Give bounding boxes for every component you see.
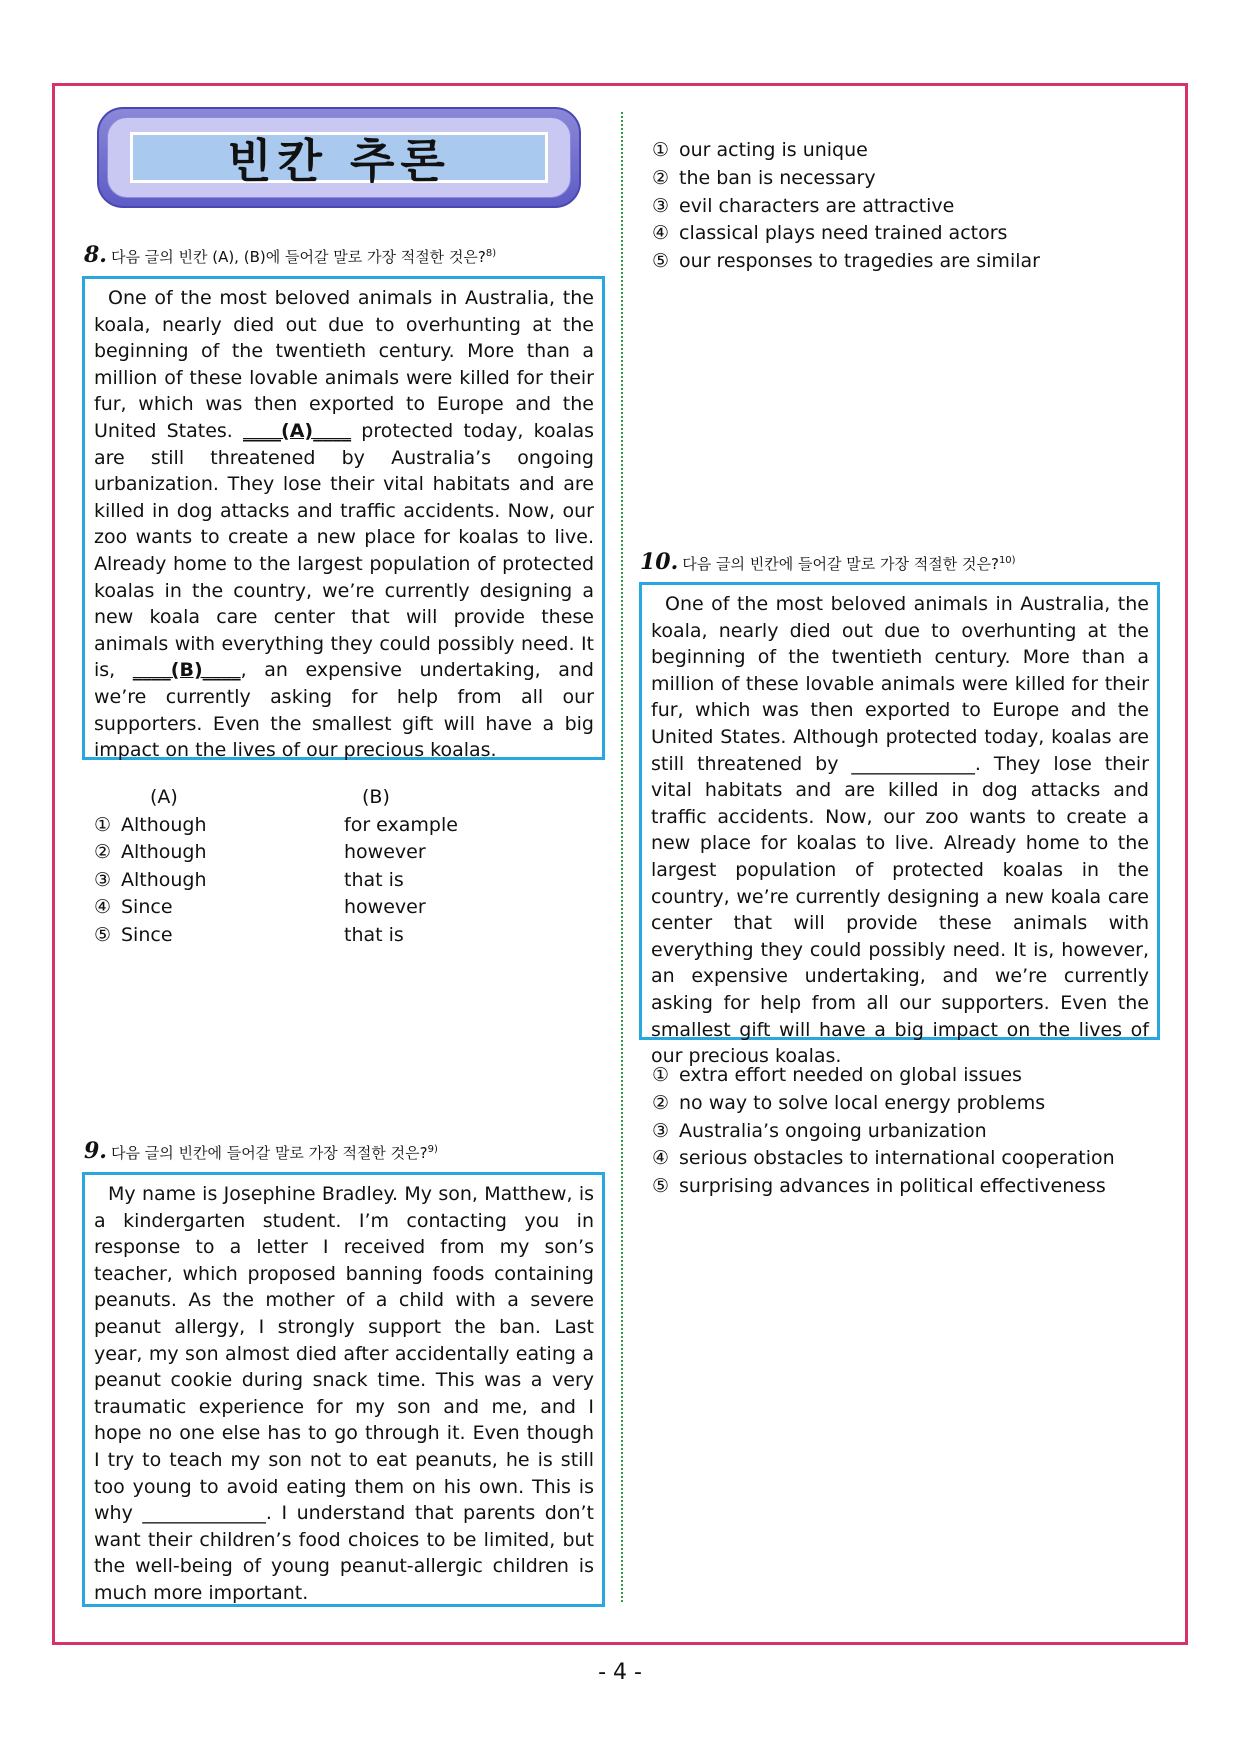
banner-frame — [107, 117, 571, 198]
q8-header-b: (B) — [362, 786, 390, 808]
q9-option[interactable]: ① our acting is unique — [652, 139, 868, 161]
q10-option[interactable]: ② no way to solve local energy problems — [652, 1091, 1046, 1114]
q10-passage: One of the most beloved animals in Australia, the koala, nearly died out due to overhunting at the beginning of the twentieth century. More than a million of these lovable animals were killed for their fur, which was then exported to Europe and the United States. Although protected today, koalas are still threatened by _____________. They lose their vital habitats and are killed in dog attacks and traffic accidents. Now, our zoo wants to create a new place for koalas to live. Already home to the largest population of protected koalas in the country, we’re currently designing a new koala care center that will provide these animals with everything they could possibly need. It is, however, an expensive undertaking, and we’re currently asking for help from all our supporters. Even the smallest gift will have a big impact on the lives of our precious koalas. — [651, 593, 1149, 1068]
q8-prompt: 다음 글의 빈칸 (A), (B)에 들어갈 말로 가장 적절한 것은? — [110, 248, 486, 266]
q9-options — [652, 137, 1040, 276]
column-divider — [621, 112, 623, 1602]
q10-options — [652, 1062, 1115, 1201]
q9-passage: My name is Josephine Bradley. My son, Matthew, is a kindergarten student. I’m contacting you in response to a letter I received from my son’s teacher, which proposed banning foods containing peanuts. As the mother of a child with a severe peanut allergy, I strongly support the ban. Last year, my son almost died after accidentally eating a peanut cookie during snack time. This was a very traumatic experience for my son and me, and I hope no one else has to go through it. Even though I try to teach my son not to eat peanuts, he is still too young to avoid eating them on his own. This is why _____________. I understand that parents don’t want their children’s food choices to be limited, but the well-being of young peanut-allergic children is much more important. — [94, 1183, 594, 1604]
section-title: 빈칸 추론 — [227, 133, 451, 188]
q8-options — [94, 784, 458, 949]
q8-footnote: 8) — [485, 248, 497, 259]
q10-header — [640, 549, 1016, 575]
q8-passage-box — [82, 276, 605, 760]
q9-number: 9. — [84, 1138, 107, 1164]
q8-options-header — [94, 784, 458, 812]
q8-number: 8. — [84, 242, 107, 268]
banner-plate — [130, 132, 548, 188]
q10-option[interactable]: ④ serious obstacles to international cooperation — [652, 1147, 1115, 1170]
q9-option[interactable]: ② the ban is necessary — [652, 166, 876, 189]
q8-option[interactable]: ② Although however — [94, 841, 426, 863]
q9-header — [84, 1138, 438, 1164]
q8-blank-a: ____(A)____ — [243, 419, 352, 442]
q8-option[interactable]: ⑤ Since that is — [94, 923, 404, 946]
q8-blank-b: ____(B)____ — [132, 659, 241, 682]
q8-option[interactable]: ① Although for example — [94, 813, 458, 836]
q10-option[interactable]: ① extra effort needed on global issues — [652, 1064, 1022, 1086]
q8-option[interactable]: ③ Although that is — [94, 868, 404, 891]
q10-footnote: 10) — [998, 555, 1016, 566]
q8-option[interactable]: ④ Since however — [94, 896, 426, 918]
q8-header-a: (A) — [150, 786, 178, 808]
page-number: - 4 - — [598, 1660, 642, 1685]
q10-passage-box — [639, 582, 1160, 1068]
q9-footnote: 9) — [427, 1144, 438, 1155]
q8-header — [84, 242, 496, 268]
q10-option[interactable]: ⑤ surprising advances in political effectiveness — [652, 1175, 1106, 1198]
section-title-banner — [97, 107, 581, 208]
q10-option[interactable]: ③ Australia’s ongoing urbanization — [652, 1119, 987, 1142]
q10-number: 10. — [640, 549, 679, 575]
q9-option[interactable]: ⑤ our responses to tragedies are similar — [652, 250, 1040, 273]
q9-option[interactable]: ④ classical plays need trained actors — [652, 222, 1008, 245]
q8-passage: One of the most beloved animals in Australia, the koala, nearly died out due to overhunting at the beginning of the twentieth century. More than a million of these lovable animals were killed for their fur, which was then exported to Europe and the United States. ____(A)____ protected today, koalas are still threatened by Australia’s ongoing urbanization. They lose their vital habitats and are killed in dog attacks and traffic accidents. Now, our zoo wants to create a new place for koalas to live. Already home to the largest population of protected koalas in the country, we’re currently designing a new koala care center that will provide these animals with everything they could possibly need. It is, ____(B)____, an expensive undertaking, and we’re currently asking for help from all our supporters. Even the smallest gift will have a big impact on the lives of our precious koalas. — [94, 287, 594, 762]
q9-option[interactable]: ③ evil characters are attractive — [652, 194, 955, 217]
q9-passage-box — [82, 1172, 605, 1607]
q9-prompt: 다음 글의 빈칸에 들어갈 말로 가장 적절한 것은? — [110, 1144, 428, 1162]
q10-prompt: 다음 글의 빈칸에 들어갈 말로 가장 적절한 것은? — [682, 555, 999, 573]
